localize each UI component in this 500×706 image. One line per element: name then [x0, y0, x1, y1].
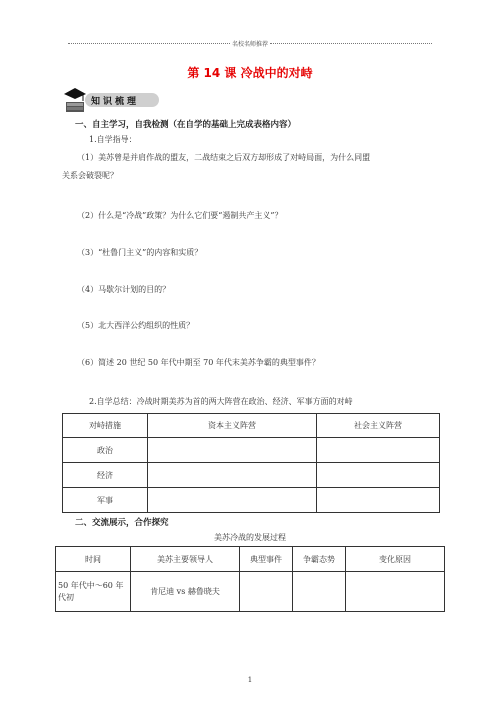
table-cell — [240, 572, 293, 612]
table-header-cell: 争霸态势 — [293, 547, 346, 572]
table-header-row — [63, 414, 440, 438]
table-cell — [317, 438, 440, 463]
table-cell — [148, 488, 317, 513]
page-header — [66, 39, 434, 48]
table-caption: 美苏冷战的发展过程 — [214, 533, 286, 542]
table-row — [63, 438, 440, 463]
question-4: （4）马歇尔计划的目的？ — [77, 285, 171, 294]
table-header-cell: 典型事件 — [240, 547, 293, 572]
summary-text: 2.自学总结：冷战时期美苏为首的两大阵营在政治、经济、军事方面的对峙 — [89, 397, 353, 406]
table-cell — [317, 463, 440, 488]
table-row — [56, 572, 445, 612]
table-header-cell: 资本主义阵营 — [148, 414, 317, 438]
confrontation-table — [62, 413, 440, 513]
table-header-row — [56, 547, 445, 572]
table-header-cell: 对峙措施 — [63, 414, 148, 438]
table-cell — [148, 438, 317, 463]
question-3: （3）“杜鲁门主义”的内容和实质？ — [77, 248, 203, 257]
table-header-cell: 美苏主要领导人 — [131, 547, 240, 572]
question-5: （5）北大西洋公约组织的性质？ — [77, 321, 195, 330]
table-cell: 政治 — [63, 438, 148, 463]
table-row — [63, 488, 440, 513]
table-cell: 经济 — [63, 463, 148, 488]
table-cell: 50 年代中～60 年代初 — [56, 572, 131, 612]
page-number: 1 — [247, 676, 253, 684]
header-dots-right — [270, 43, 432, 44]
question-1-line-1: （1）美苏曾是并肩作战的盟友，二战结束之后双方却形成了对峙局面，为什么同盟 — [77, 153, 371, 162]
lesson-title: 第 14 课 冷战中的对峙 — [187, 66, 313, 80]
banner-label: 知识梳理 — [91, 97, 140, 107]
graduation-cap-icon — [63, 86, 87, 114]
header-text: 名校名师推荐 — [232, 41, 269, 48]
question-1-line-2: 关系会破裂呢？ — [62, 171, 118, 180]
table-header-cell: 时间 — [56, 547, 131, 572]
table-cell — [346, 572, 445, 612]
question-2: （2）什么是“冷战”政策？为什么它们要“遏制共产主义”？ — [77, 211, 283, 220]
table-header-cell: 变化原因 — [346, 547, 445, 572]
table-cell: 肯尼迪 vs 赫鲁晓夫 — [131, 572, 240, 612]
table-cell — [293, 572, 346, 612]
knowledge-banner — [63, 86, 167, 114]
cold-war-table — [55, 546, 445, 612]
table-cell: 军事 — [63, 488, 148, 513]
table-cell — [148, 463, 317, 488]
section-2-heading: 二、交流展示，合作探究 — [75, 518, 169, 528]
table-header-cell: 社会主义阵营 — [317, 414, 440, 438]
guide-title: 1.自学指导： — [89, 135, 137, 144]
question-6: （6）简述 20 世纪 50 年代中期至 70 年代末美苏争霸的典型事件？ — [77, 358, 320, 367]
table-row — [63, 463, 440, 488]
table-cell — [317, 488, 440, 513]
header-dots-left — [68, 43, 230, 44]
section-1-heading: 一、自主学习，自我检测（在自学的基础上完成表格内容） — [75, 120, 297, 130]
